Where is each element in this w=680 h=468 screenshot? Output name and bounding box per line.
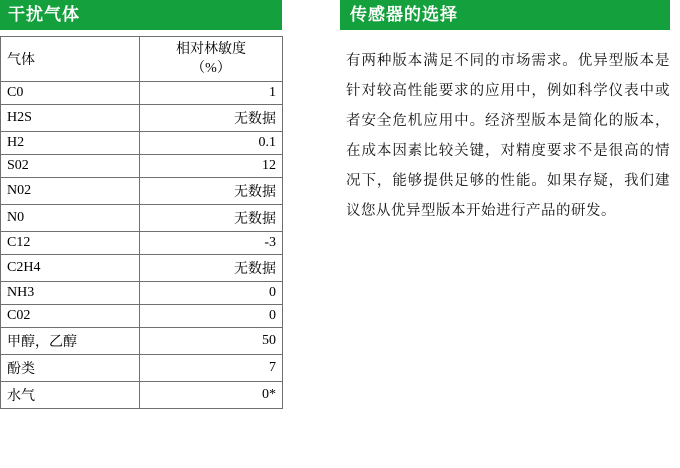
interfering-gas-panel <box>0 0 282 409</box>
sensor-selection-paragraph: 有两种版本满足不同的市场需求。优异型版本是针对较高性能要求的应用中，例如科学仪表中或者安全危机应用中。经济型版本是简化的版本，在成本因素比较关键，对精度要求不是很高的情况下，能够提供足够的性能。如果存疑，我们建议您从优异型版本开始进行产品的研发。 <box>346 53 670 219</box>
cell-gas: C12 <box>1 232 140 255</box>
table-row <box>1 205 283 232</box>
cell-gas: 甲醇，乙醇 <box>1 328 140 355</box>
sensor-selection-panel <box>340 0 680 226</box>
table-header-row <box>1 37 283 82</box>
cell-gas: H2S <box>1 105 140 132</box>
table-row <box>1 105 283 132</box>
table-row <box>1 155 283 178</box>
cell-gas: C02 <box>1 305 140 328</box>
table-row <box>1 282 283 305</box>
cell-gas: NH3 <box>1 282 140 305</box>
table-row <box>1 82 283 105</box>
table-row <box>1 355 283 382</box>
cell-value: 50 <box>140 328 283 355</box>
table-row <box>1 178 283 205</box>
cell-gas: S02 <box>1 155 140 178</box>
table-body <box>1 37 283 409</box>
interfering-gas-title: 干扰气体 <box>0 0 282 30</box>
column-header-sensitivity <box>140 37 283 82</box>
table-row <box>1 232 283 255</box>
column-header-sensitivity-line1: 相对林敏度 <box>176 42 246 57</box>
cell-gas: 水气 <box>1 382 140 409</box>
cell-value: 1 <box>140 82 283 105</box>
cell-value: 12 <box>140 155 283 178</box>
cell-value: 0* <box>140 382 283 409</box>
cell-value: 无数据 <box>140 255 283 282</box>
cell-value: 0 <box>140 282 283 305</box>
cell-gas: C0 <box>1 82 140 105</box>
cell-gas: N0 <box>1 205 140 232</box>
table-row <box>1 132 283 155</box>
column-header-gas: 气体 <box>1 37 140 82</box>
cell-gas: C2H4 <box>1 255 140 282</box>
column-header-sensitivity-line2: （%） <box>191 61 231 76</box>
sensor-selection-title: 传感器的选择 <box>340 0 670 30</box>
table-row <box>1 305 283 328</box>
cell-value: 无数据 <box>140 105 283 132</box>
table-row <box>1 382 283 409</box>
cell-gas: H2 <box>1 132 140 155</box>
table-row <box>1 328 283 355</box>
cell-gas: N02 <box>1 178 140 205</box>
cell-gas: 酚类 <box>1 355 140 382</box>
cell-value: 无数据 <box>140 178 283 205</box>
table-row <box>1 255 283 282</box>
cell-value: 0.1 <box>140 132 283 155</box>
cell-value: 7 <box>140 355 283 382</box>
cell-value: 无数据 <box>140 205 283 232</box>
interfering-gas-table <box>0 36 283 409</box>
cell-value: -3 <box>140 232 283 255</box>
cell-value: 0 <box>140 305 283 328</box>
